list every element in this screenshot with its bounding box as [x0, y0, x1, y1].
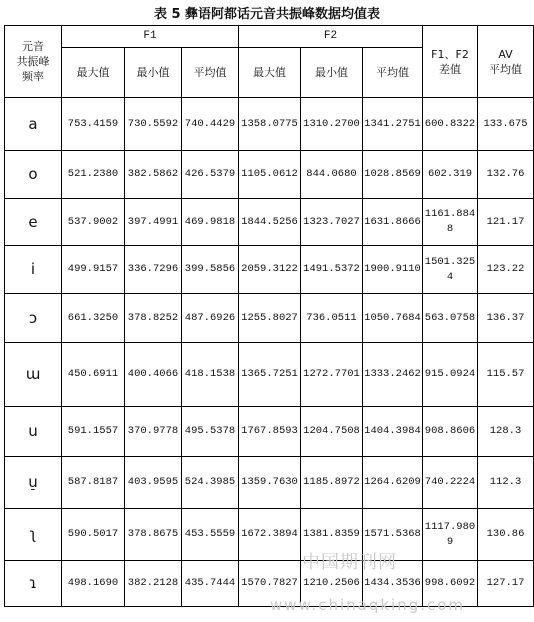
f1-max-cell: 591.1557 — [62, 407, 125, 457]
f1-header: F1 — [62, 26, 239, 48]
f1-avg-cell: 524.3985 — [182, 457, 239, 509]
f1-f2-diff-cell: 1117.9809 — [423, 509, 478, 561]
f1-max-cell: 450.6911 — [62, 343, 125, 407]
f2-max-cell: 1570.7827 — [239, 561, 301, 607]
f1-max-cell: 499.9157 — [62, 246, 125, 294]
f2-max-cell: 1255.8027 — [239, 294, 301, 343]
f1-f2-diff-cell: 563.0758 — [423, 294, 478, 343]
table-row — [5, 407, 534, 457]
av-avg-cell: 115.57 — [478, 343, 534, 407]
vowel-cell: i — [5, 246, 62, 294]
f1-f2-diff-cell: 915.0924 — [423, 343, 478, 407]
f2-header: F2 — [239, 26, 423, 48]
f2-avg-cell: 1571.5368 — [363, 509, 423, 561]
f2-max-header: 最大值 — [239, 48, 301, 98]
f2-min-cell: 736.0511 — [301, 294, 363, 343]
f1-avg-cell: 426.5379 — [182, 151, 239, 199]
table-row — [5, 246, 534, 294]
av-avg-cell: 127.17 — [478, 561, 534, 607]
f2-avg-cell: 1631.8666 — [363, 199, 423, 246]
f1-avg-cell: 740.4429 — [182, 98, 239, 151]
f1-f2-diff-cell: 740.2224 — [423, 457, 478, 509]
f1-min-cell: 370.9778 — [125, 407, 182, 457]
f1-max-header: 最大值 — [62, 48, 125, 98]
table-row — [5, 343, 534, 407]
av-avg-cell: 123.22 — [478, 246, 534, 294]
av-avg-cell: 128.3 — [478, 407, 534, 457]
f1-avg-cell: 469.9818 — [182, 199, 239, 246]
av-avg-cell: 130.86 — [478, 509, 534, 561]
vowel-cell: ɔ — [5, 294, 62, 343]
formant-table — [4, 25, 534, 607]
f1-f2-diff-cell: 1161.8848 — [423, 199, 478, 246]
f1-f2-diff-cell: 998.6092 — [423, 561, 478, 607]
f2-avg-cell: 1434.3536 — [363, 561, 423, 607]
f1-avg-cell: 435.7444 — [182, 561, 239, 607]
f2-max-cell: 2059.3122 — [239, 246, 301, 294]
f1-min-cell: 378.8675 — [125, 509, 182, 561]
table-row — [5, 151, 534, 199]
av-header: AV 平均值 — [478, 26, 534, 98]
f2-min-cell: 1210.2506 — [301, 561, 363, 607]
f2-min-cell: 1323.7027 — [301, 199, 363, 246]
f2-avg-cell: 1050.7684 — [363, 294, 423, 343]
table-row — [5, 457, 534, 509]
f1-max-cell: 521.2380 — [62, 151, 125, 199]
table-title: 表 5 彝语阿都话元音共振峰数据均值表 — [153, 7, 381, 22]
f2-avg-header: 平均值 — [363, 48, 423, 98]
f2-max-cell: 1767.8593 — [239, 407, 301, 457]
f1-max-cell: 498.1690 — [62, 561, 125, 607]
vowel-cell: a — [5, 98, 62, 151]
vowel-cell: o — [5, 151, 62, 199]
f1-max-cell: 587.8187 — [62, 457, 125, 509]
f1-min-cell: 403.9595 — [125, 457, 182, 509]
vowel-cell: ɿ — [5, 561, 62, 607]
f1-max-cell: 753.4159 — [62, 98, 125, 151]
table-body — [5, 98, 534, 607]
f1-min-cell: 400.4066 — [125, 343, 182, 407]
f2-max-cell: 1105.0612 — [239, 151, 301, 199]
f1-avg-cell: 487.6926 — [182, 294, 239, 343]
f1-max-cell: 537.9002 — [62, 199, 125, 246]
corner-header: 元音 共振峰 频率 — [5, 26, 62, 98]
f1-min-cell: 378.8252 — [125, 294, 182, 343]
f1-max-cell: 590.5017 — [62, 509, 125, 561]
header-row-1 — [5, 26, 534, 48]
f1-min-header: 最小值 — [125, 48, 182, 98]
f1-avg-cell: 418.1538 — [182, 343, 239, 407]
f1-f2-diff-cell: 602.319 — [423, 151, 478, 199]
f2-avg-cell: 1028.8569 — [363, 151, 423, 199]
f1-min-cell: 730.5592 — [125, 98, 182, 151]
f1-min-cell: 382.2128 — [125, 561, 182, 607]
f2-max-cell: 1365.7251 — [239, 343, 301, 407]
av-avg-cell: 133.675 — [478, 98, 534, 151]
f2-min-cell: 1491.5372 — [301, 246, 363, 294]
f2-min-cell: 1204.7508 — [301, 407, 363, 457]
f2-min-header: 最小值 — [301, 48, 363, 98]
av-avg-cell: 136.37 — [478, 294, 534, 343]
f1-f2-diff-header: F1、F2 差值 — [423, 26, 478, 98]
table-row — [5, 199, 534, 246]
f2-min-cell: 1310.2700 — [301, 98, 363, 151]
f2-max-cell: 1844.5256 — [239, 199, 301, 246]
f2-min-cell: 844.0680 — [301, 151, 363, 199]
watermark-url: www.chinaqking.com — [270, 596, 466, 614]
vowel-cell: ɯ — [5, 343, 62, 407]
f2-avg-cell: 1264.6209 — [363, 457, 423, 509]
f1-avg-cell: 399.5856 — [182, 246, 239, 294]
av-avg-cell: 121.17 — [478, 199, 534, 246]
f1-min-cell: 397.4991 — [125, 199, 182, 246]
f2-avg-cell: 1341.2751 — [363, 98, 423, 151]
vowel-cell: e — [5, 199, 62, 246]
vowel-cell: u — [5, 407, 62, 457]
av-avg-cell: 112.3 — [478, 457, 534, 509]
f1-f2-diff-cell: 600.8322 — [423, 98, 478, 151]
f2-avg-cell: 1333.2462 — [363, 343, 423, 407]
table-row — [5, 294, 534, 343]
f1-avg-cell: 495.5378 — [182, 407, 239, 457]
table-row — [5, 98, 534, 151]
f2-max-cell: 1359.7630 — [239, 457, 301, 509]
f1-max-cell: 661.3250 — [62, 294, 125, 343]
f2-max-cell: 1358.0775 — [239, 98, 301, 151]
f2-max-cell: 1672.3894 — [239, 509, 301, 561]
table-row — [5, 509, 534, 561]
vowel-cell: ʅ — [5, 509, 62, 561]
f1-f2-diff-cell: 908.8606 — [423, 407, 478, 457]
av-avg-cell: 132.76 — [478, 151, 534, 199]
f2-min-cell: 1381.8359 — [301, 509, 363, 561]
f1-min-cell: 336.7296 — [125, 246, 182, 294]
f1-min-cell: 382.5862 — [125, 151, 182, 199]
f2-min-cell: 1185.8972 — [301, 457, 363, 509]
f2-avg-cell: 1404.3984 — [363, 407, 423, 457]
f2-avg-cell: 1900.9110 — [363, 246, 423, 294]
watermark-text: 中国期刊网 — [302, 552, 397, 573]
f1-avg-cell: 453.5559 — [182, 509, 239, 561]
vowel-cell: u̠ — [5, 457, 62, 509]
f2-min-cell: 1272.7701 — [301, 343, 363, 407]
f1-avg-header: 平均值 — [182, 48, 239, 98]
f1-f2-diff-cell: 1501.3254 — [423, 246, 478, 294]
